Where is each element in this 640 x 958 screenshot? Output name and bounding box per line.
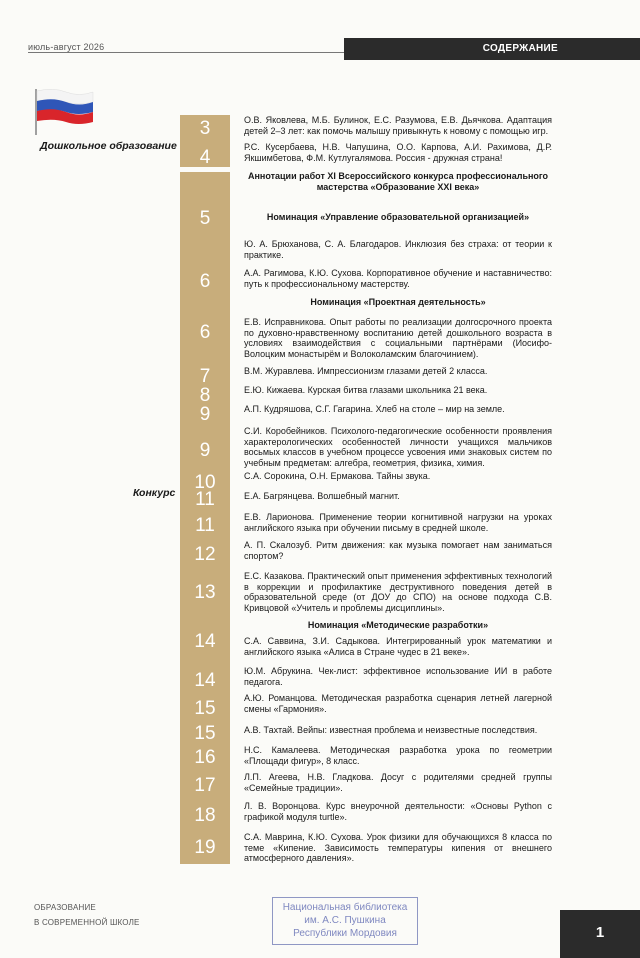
contents-entry: Е.А. Багрянцева. Волшебный магнит. [244,491,400,501]
nomination-management: Номинация «Управление образовательной организацией» [266,212,530,222]
page-number-label: 13 [194,582,216,603]
nomination-project: Номинация «Проектная деятельность» [310,297,486,307]
page-number-label: 3 [199,118,211,139]
contents-entry: Н.С. Камалеева. Методическая разработка урока по геометрии «Площади фигур», 8 класс. [244,745,552,766]
page-number-label: 15 [194,723,216,744]
page-number-label: 14 [194,670,216,691]
page-number-label: 11 [195,515,215,536]
page-number-label: 11 [195,489,215,510]
page-number-label: 9 [199,404,211,425]
contents-entry: А.П. Кудряшова, С.Г. Гагарина. Хлеб на столе – мир на земле. [244,404,505,414]
contest-title: Аннотации работ XI Всероссийского конкурса профессионального мастерства «Образование XXI века» [247,171,549,192]
contents-entry: Ю.М. Абрукина. Чек-лист: эффективное использование ИИ в работе педагога. [244,666,552,687]
page-number-label: 15 [194,698,216,719]
contents-entry: Е.В. Исправникова. Опыт работы по реализации долгосрочного проекта по духовно-нравственному воспитанию детей дошкольного возраста в условиях взаимодействия с социальными партнёрами (Иосифо-Волоцким монастырём и Волоколамским благочинием). [244,317,552,359]
page-number-label: 12 [194,544,216,565]
contents-entry: С.А. Маврина, К.Ю. Сухова. Урок физики для обучающихся 8 класса по теме «Кипение. Зависимость температуры кипения от внешнего атмосферного давления». [244,832,552,863]
issue-date: июль-август 2026 [28,42,105,52]
page-number-label: 9 [199,440,211,461]
contents-entry: Ю. А. Брюханова, С. А. Благодаров. Инклюзия без страха: от теории к практике. [244,239,552,260]
page-number-label: 5 [199,208,211,229]
footer-journal-title: ОБРАЗОВАНИЕ [34,903,96,912]
section-contest: Конкурс [133,487,176,499]
page-number-label: 6 [199,271,211,292]
contents-entry: А.А. Рагимова, К.Ю. Сухова. Корпоративное обучение и наставничество: путь к профессиональному мастерству. [244,268,552,289]
contents-entry: С.А. Сорокина, О.Н. Ермакова. Тайны звука. [244,471,431,481]
page-number-label: 8 [199,385,211,406]
page-number-label: 7 [199,366,211,387]
contents-entry: С.И. Коробейников. Психолого-педагогические особенности проявления характерологических особенностей личности учащихся мальчиков восьмых классов в учебном процессе усвоения ими знаковых систем по учебным предметам: алгебра, геометрия, физика, химия. [244,426,552,468]
footer-journal-subtitle: В СОВРЕМЕННОЙ ШКОЛЕ [34,918,140,927]
contents-entry: А.В. Тахтай. Вейпы: известная проблема и неизвестные последствия. [244,725,538,735]
contents-entry: А. П. Скалозуб. Ритм движения: как музыка помогает нам заниматься спортом? [244,540,552,561]
page-number-label: 18 [194,805,216,826]
page-number-label: 10 [194,472,216,493]
page-number-label: 14 [194,631,216,652]
contents-entry: В.М. Журавлева. Импрессионизм глазами детей 2 класса. [244,366,488,376]
contents-entry: О.В. Яковлева, М.Б. Булинок, Е.С. Разумова, Е.В. Дьячкова. Адаптация детей 2–3 лет: как помочь малышу привыкнуть к новому с помощью игр. [244,115,552,136]
contents-entry: Е.В. Ларионова. Применение теории когнитивной нагрузки на уроках английского языка при обучении письму в средней школе. [244,512,552,533]
russian-flag-icon [33,87,95,135]
page-number-label: 16 [194,747,216,768]
header-rule [28,52,348,53]
section-preschool: Дошкольное образование [40,140,177,152]
contents-entry: А.Ю. Романцова. Методическая разработка сценария летней лагерной смены «Гармония». [244,693,552,714]
page-number-box [560,910,640,958]
contents-entry: Р.С. Кусербаева, Н.В. Чапушина, О.О. Карпова, А.И. Рахимова, Д.Р. Якшимбетова, Ф.М. Кутлугалямова. Россия - дружная страна! [244,142,552,163]
page-number-label: 19 [194,837,216,858]
contents-entry: Е.Ю. Кижаева. Курская битва глазами школьника 21 века. [244,385,488,395]
page-number: 1 [595,924,605,941]
section-title: СОДЕРЖАНИЕ [482,43,558,54]
section-header-bar [344,38,640,60]
contents-entry: Е.С. Казакова. Практический опыт применения эффективных технологий в коррекции и профилактике деструктивного поведения детей в образовательной среде (от ДОУ до СПО) на основе подхода С.В. Кривцовой «Учитель и проблемы дисциплины». [244,571,552,613]
contents-entry: Л.П. Агеева, Н.В. Гладкова. Досуг с родителями средней группы «Семейные традиции». [244,772,552,793]
page-number-label: 17 [194,775,216,796]
page-number-label: 6 [199,322,211,343]
page-number-label: 4 [199,147,211,168]
contents-entry: Л. В. Воронцова. Курс внеурочной деятельности: «Основы Python с графикой модуля turtle». [244,801,552,822]
nomination-methodology: Номинация «Методические разработки» [307,620,489,630]
contents-entry: С.А. Саввина, З.И. Садыкова. Интегрированный урок математики и английского языка «Алиса в Стране чудес в 21 веке». [244,636,552,657]
library-stamp: Национальная библиотека им. А.С. Пушкина Республики Мордовия [272,897,418,945]
